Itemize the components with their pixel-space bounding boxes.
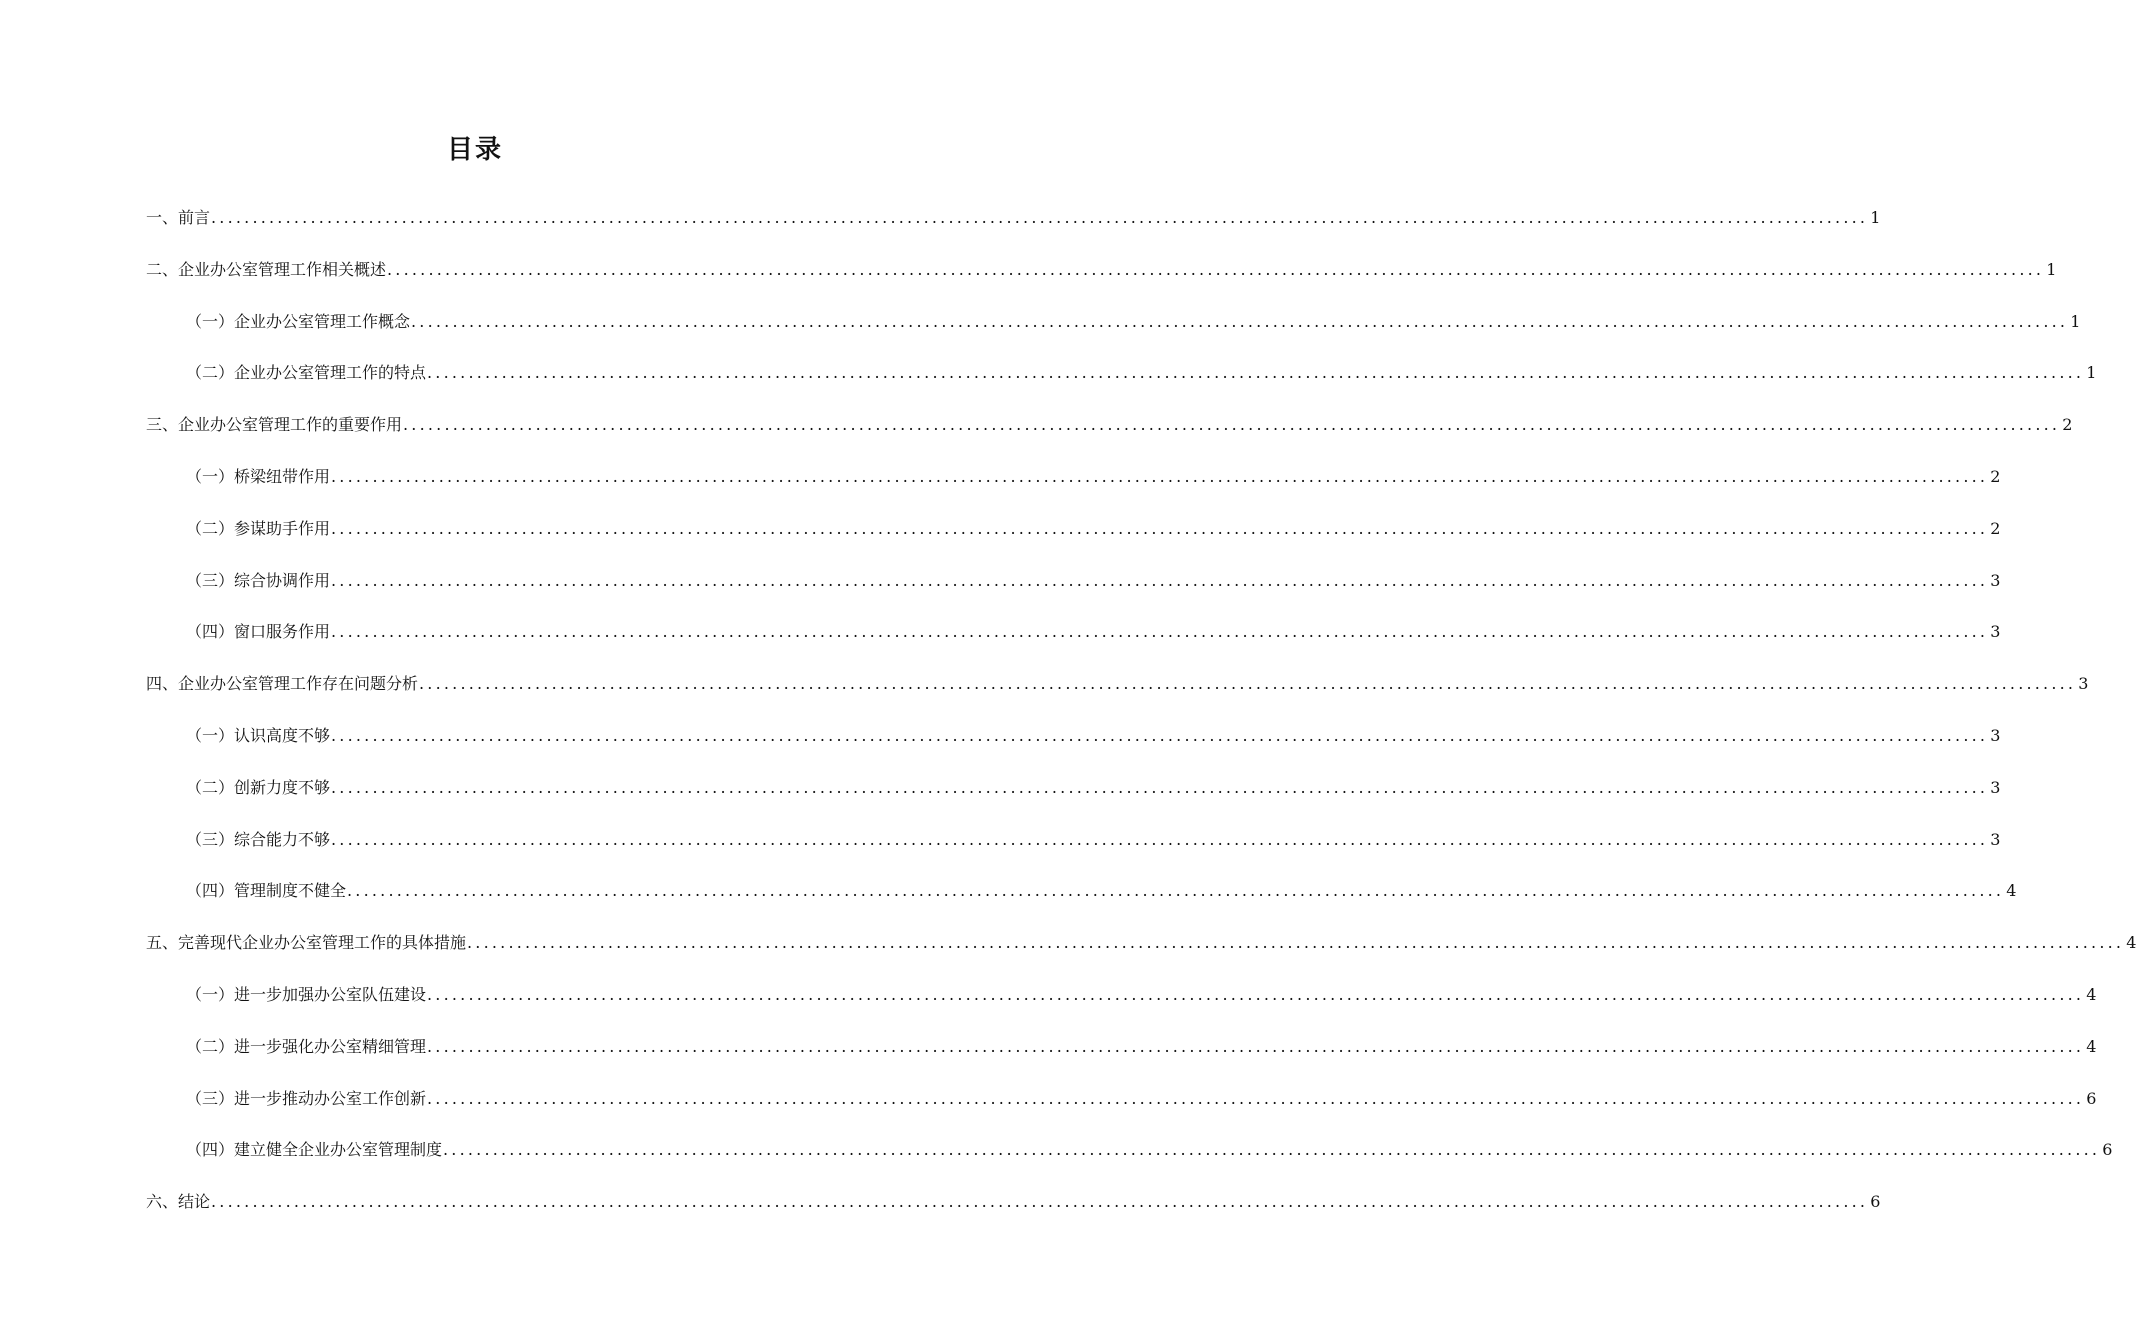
toc-entry-label: （三）综合协调作用 [186,570,331,590]
toc-entry-page-number: 4 [2126,933,2136,953]
toc-entry-page-number: 2 [1990,466,2001,486]
toc-entry-page-number: 3 [1990,570,2001,590]
toc-entry [146,201,1881,253]
toc-dot-leader: ........................................................................................................................................................................................................ [427,984,2085,1004]
toc-entry-label: （一）认识高度不够 [186,725,331,745]
toc-entry-page-number: 6 [2086,1088,2097,1108]
toc-entry-page-number: 6 [2102,1140,2113,1160]
toc-entry-page-number: 3 [1990,829,2001,849]
toc-entry-page-number: 1 [2070,311,2081,331]
toc-entry-page-number: 1 [2046,259,2057,279]
toc-entry-label: （二）参谋助手作用 [186,518,331,538]
toc-entry [146,719,2001,771]
toc-entry-label: （四）管理制度不健全 [186,881,347,901]
toc-dot-leader: ........................................................................................................................................................................................................ [427,363,2085,383]
toc-entry-label: （二）创新力度不够 [186,777,331,797]
toc-entry-label: 六、结论 [146,1192,211,1212]
toc-entry [146,1185,1881,1237]
toc-entry [146,1133,2113,1185]
toc-entry-label: 五、完善现代企业办公室管理工作的具体措施 [146,933,467,953]
toc-entry [146,305,2081,357]
toc-dot-leader: ........................................................................................................................................................................................................ [331,829,1989,849]
toc-entry [146,356,2097,408]
toc-entry [146,615,2001,667]
toc-entry [146,1030,2097,1082]
toc-entry [146,771,2001,823]
toc-entry-page-number: 3 [1990,725,2001,745]
toc-entry-label: （一）进一步加强办公室队伍建设 [186,984,427,1004]
toc-entry-page-number: 1 [1870,208,1881,227]
toc-entry [146,823,2001,875]
toc-entry [146,874,2017,926]
toc-entry [146,926,2136,978]
toc-dot-leader: ........................................................................................................................................................................................................ [411,311,2069,331]
toc-entry-label: 四、企业办公室管理工作存在问题分析 [146,674,419,694]
toc-entry [146,1082,2097,1134]
toc-dot-leader: ........................................................................................................................................................................................................ [331,570,1989,590]
toc-entry-page-number: 4 [2086,984,2097,1004]
toc-entry [146,512,2001,564]
toc-dot-leader: ........................................................................................................................................................................................................ [331,466,1989,486]
toc-entry-label: 一、前言 [146,208,211,227]
toc-list [146,201,2136,1237]
toc-entry [146,978,2097,1030]
toc-dot-leader: ........................................................................................................................................................................................................ [331,622,1989,642]
toc-entry-label: （二）企业办公室管理工作的特点 [186,363,427,383]
toc-entry-label: （一）桥梁纽带作用 [186,466,331,486]
toc-entry-page-number: 3 [2078,674,2089,694]
toc-entry-label: （一）企业办公室管理工作概念 [186,311,411,331]
toc-dot-leader: ........................................................................................................................................................................................................ [443,1140,2101,1160]
toc-dot-leader: ........................................................................................................................................................................................................ [467,933,2125,953]
toc-dot-leader: ........................................................................................................................................................................................................ [347,881,2005,901]
toc-entry-page-number: 2 [1990,518,2001,538]
toc-dot-leader: ........................................................................................................................................................................................................ [387,259,2045,279]
toc-dot-leader: ........................................................................................................................................................................................................ [211,1192,1869,1212]
toc-dot-leader: ........................................................................................................................................................................................................ [211,208,1869,227]
toc-entry-page-number: 2 [2062,415,2073,435]
toc-dot-leader: ........................................................................................................................................................................................................ [331,777,1989,797]
toc-entry [146,253,2057,305]
toc-entry-label: （二）进一步强化办公室精细管理 [186,1036,427,1056]
toc-entry-page-number: 3 [1990,777,2001,797]
toc-entry-label: 二、企业办公室管理工作相关概述 [146,259,387,279]
toc-entry-label: （三）综合能力不够 [186,829,331,849]
toc-entry-label: （四）窗口服务作用 [186,622,331,642]
toc-entry-page-number: 4 [2086,1036,2097,1056]
toc-entry-label: 三、企业办公室管理工作的重要作用 [146,415,403,435]
toc-entry-page-number: 6 [1870,1192,1881,1212]
toc-dot-leader: ........................................................................................................................................................................................................ [427,1036,2085,1056]
toc-entry-label: （三）进一步推动办公室工作创新 [186,1088,427,1108]
toc-entry-label: （四）建立健全企业办公室管理制度 [186,1140,443,1160]
toc-dot-leader: ........................................................................................................................................................................................................ [403,415,2061,435]
toc-entry-page-number: 3 [1990,622,2001,642]
toc-entry [146,667,2089,719]
toc-entry [146,408,2073,460]
toc-dot-leader: ........................................................................................................................................................................................................ [331,518,1989,538]
toc-dot-leader: ........................................................................................................................................................................................................ [427,1088,2085,1108]
toc-entry [146,460,2001,512]
toc-entry-page-number: 4 [2006,881,2017,901]
toc-entry [146,564,2001,616]
toc-title: 目录 [446,135,503,165]
toc-dot-leader: ........................................................................................................................................................................................................ [331,725,1989,745]
toc-dot-leader: ........................................................................................................................................................................................................ [419,674,2077,694]
toc-entry-page-number: 1 [2086,363,2097,383]
